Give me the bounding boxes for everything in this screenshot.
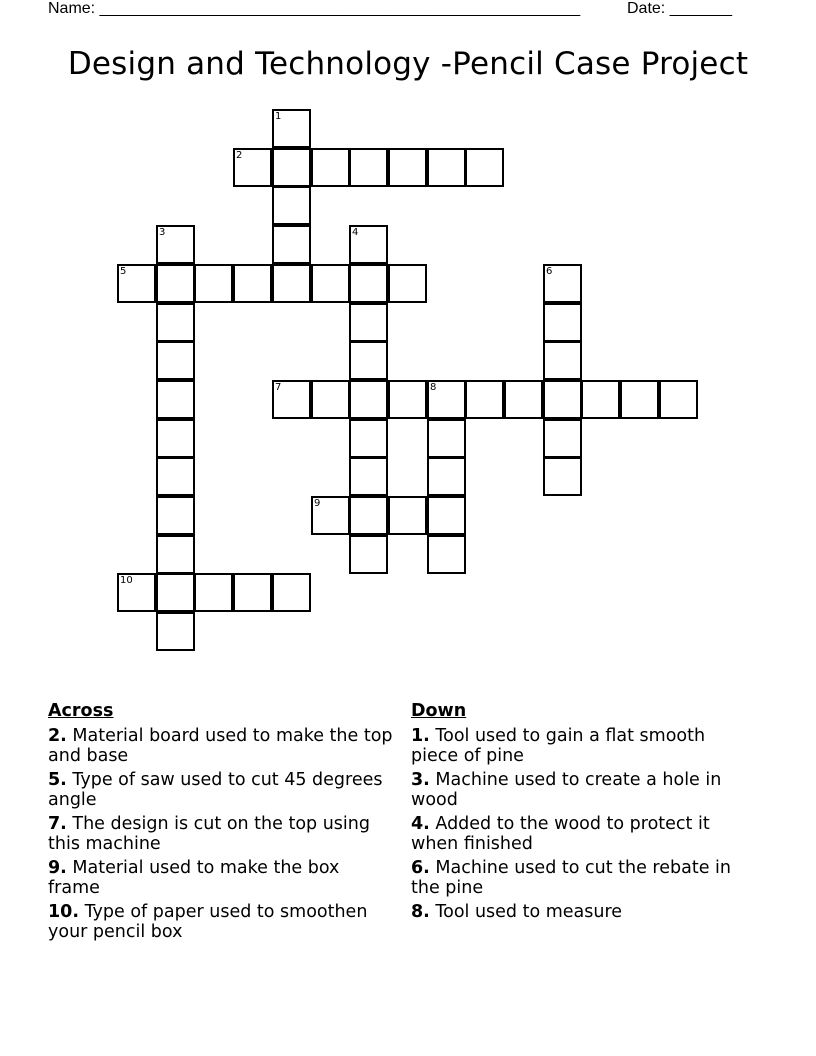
grid-cell[interactable] bbox=[465, 380, 504, 419]
grid-cell[interactable] bbox=[272, 225, 311, 264]
grid-cell[interactable] bbox=[427, 148, 466, 187]
date-field-label: Date: _______ bbox=[627, 0, 732, 17]
grid-cell[interactable] bbox=[349, 535, 388, 574]
grid-cell[interactable] bbox=[543, 341, 582, 380]
grid-cell[interactable] bbox=[156, 341, 195, 380]
clue-number: 10. bbox=[48, 902, 80, 922]
grid-cell[interactable] bbox=[620, 380, 659, 419]
across-clues bbox=[48, 701, 393, 946]
cell-number: 10 bbox=[120, 575, 133, 586]
grid-cell[interactable] bbox=[349, 341, 388, 380]
down-heading: Down bbox=[411, 701, 467, 721]
grid-cell[interactable] bbox=[349, 148, 388, 187]
clue-number: 7. bbox=[48, 814, 67, 834]
grid-cell[interactable] bbox=[194, 573, 233, 612]
across-clue bbox=[48, 814, 393, 854]
grid-cell[interactable] bbox=[194, 264, 233, 303]
clue-text: Machine used to create a hole in wood bbox=[411, 770, 722, 810]
grid-cell[interactable] bbox=[465, 148, 504, 187]
grid-cell[interactable] bbox=[349, 225, 388, 264]
grid-cell[interactable] bbox=[311, 496, 350, 535]
grid-cell[interactable] bbox=[388, 380, 427, 419]
grid-cell[interactable] bbox=[117, 573, 156, 612]
grid-cell[interactable] bbox=[581, 380, 620, 419]
cell-number: 7 bbox=[275, 382, 282, 393]
grid-cell[interactable] bbox=[427, 457, 466, 496]
grid-cell[interactable] bbox=[272, 109, 311, 148]
clue-number: 2. bbox=[48, 726, 67, 746]
down-clue bbox=[411, 902, 756, 922]
grid-cell[interactable] bbox=[349, 457, 388, 496]
grid-cell[interactable] bbox=[543, 303, 582, 342]
grid-cell[interactable] bbox=[349, 380, 388, 419]
page-title: Design and Technology -Pencil Case Project bbox=[67, 46, 749, 82]
clue-text: Type of paper used to smoothen your pencil box bbox=[48, 902, 368, 942]
clue-text: Type of saw used to cut 45 degrees angle bbox=[48, 770, 383, 810]
grid-cell[interactable] bbox=[156, 225, 195, 264]
cell-number: 4 bbox=[352, 227, 359, 238]
grid-cell[interactable] bbox=[233, 573, 272, 612]
down-clue bbox=[411, 726, 756, 766]
grid-cell[interactable] bbox=[233, 264, 272, 303]
cell-number: 1 bbox=[275, 111, 282, 122]
grid-cell[interactable] bbox=[349, 496, 388, 535]
grid-cell[interactable] bbox=[504, 380, 543, 419]
clue-number: 8. bbox=[411, 902, 430, 922]
grid-cell[interactable] bbox=[156, 496, 195, 535]
clue-number: 3. bbox=[411, 770, 430, 790]
grid-cell[interactable] bbox=[349, 264, 388, 303]
grid-cell[interactable] bbox=[311, 380, 350, 419]
grid-cell[interactable] bbox=[543, 419, 582, 458]
grid-cell[interactable] bbox=[543, 264, 582, 303]
grid-cell[interactable] bbox=[156, 419, 195, 458]
grid-cell[interactable] bbox=[349, 303, 388, 342]
grid-cell[interactable] bbox=[427, 496, 466, 535]
grid-cell[interactable] bbox=[233, 148, 272, 187]
grid-cell[interactable] bbox=[543, 380, 582, 419]
cell-number: 9 bbox=[314, 498, 321, 509]
grid-cell[interactable] bbox=[427, 419, 466, 458]
grid-cell[interactable] bbox=[543, 457, 582, 496]
grid-cell[interactable] bbox=[156, 573, 195, 612]
grid-cell[interactable] bbox=[156, 264, 195, 303]
clue-text: The design is cut on the top using this machine bbox=[48, 814, 370, 854]
grid-cell[interactable] bbox=[388, 148, 427, 187]
clue-number: 9. bbox=[48, 858, 67, 878]
across-clue bbox=[48, 770, 393, 810]
clue-text: Tool used to measure bbox=[435, 902, 623, 922]
clue-number: 4. bbox=[411, 814, 430, 834]
grid-cell[interactable] bbox=[427, 535, 466, 574]
grid-cell[interactable] bbox=[311, 264, 350, 303]
cell-number: 2 bbox=[236, 150, 243, 161]
down-clue bbox=[411, 770, 756, 810]
grid-cell[interactable] bbox=[349, 419, 388, 458]
grid-cell[interactable] bbox=[388, 496, 427, 535]
across-clue bbox=[48, 858, 393, 898]
down-clue bbox=[411, 858, 756, 898]
clue-text: Material used to make the box frame bbox=[48, 858, 340, 898]
cell-number: 6 bbox=[546, 266, 553, 277]
clue-text: Machine used to cut the rebate in the pine bbox=[411, 858, 731, 898]
grid-cell[interactable] bbox=[156, 303, 195, 342]
clue-number: 6. bbox=[411, 858, 430, 878]
grid-cell[interactable] bbox=[272, 573, 311, 612]
grid-cell[interactable] bbox=[156, 612, 195, 651]
grid-cell[interactable] bbox=[272, 148, 311, 187]
grid-cell[interactable] bbox=[156, 380, 195, 419]
clue-text: Tool used to gain a flat smooth piece of pine bbox=[411, 726, 706, 766]
grid-cell[interactable] bbox=[272, 186, 311, 225]
down-clues bbox=[411, 701, 756, 926]
grid-cell[interactable] bbox=[311, 148, 350, 187]
grid-cell[interactable] bbox=[156, 535, 195, 574]
grid-cell[interactable] bbox=[427, 380, 466, 419]
grid-cell[interactable] bbox=[272, 264, 311, 303]
cell-number: 3 bbox=[159, 227, 166, 238]
clue-number: 5. bbox=[48, 770, 67, 790]
clue-number: 1. bbox=[411, 726, 430, 746]
clue-text: Material board used to make the top and base bbox=[48, 726, 393, 766]
cell-number: 8 bbox=[430, 382, 437, 393]
grid-cell[interactable] bbox=[156, 457, 195, 496]
across-heading: Across bbox=[48, 701, 114, 721]
clue-text: Added to the wood to protect it when finished bbox=[411, 814, 710, 854]
across-clue bbox=[48, 726, 393, 766]
across-clue bbox=[48, 902, 393, 942]
grid-cell[interactable] bbox=[659, 380, 698, 419]
down-clue bbox=[411, 814, 756, 854]
grid-cell[interactable] bbox=[117, 264, 156, 303]
name-field-label: Name: ______________________________________________________ bbox=[48, 0, 581, 17]
grid-cell[interactable] bbox=[272, 380, 311, 419]
cell-number: 5 bbox=[120, 266, 127, 277]
grid-cell[interactable] bbox=[388, 264, 427, 303]
